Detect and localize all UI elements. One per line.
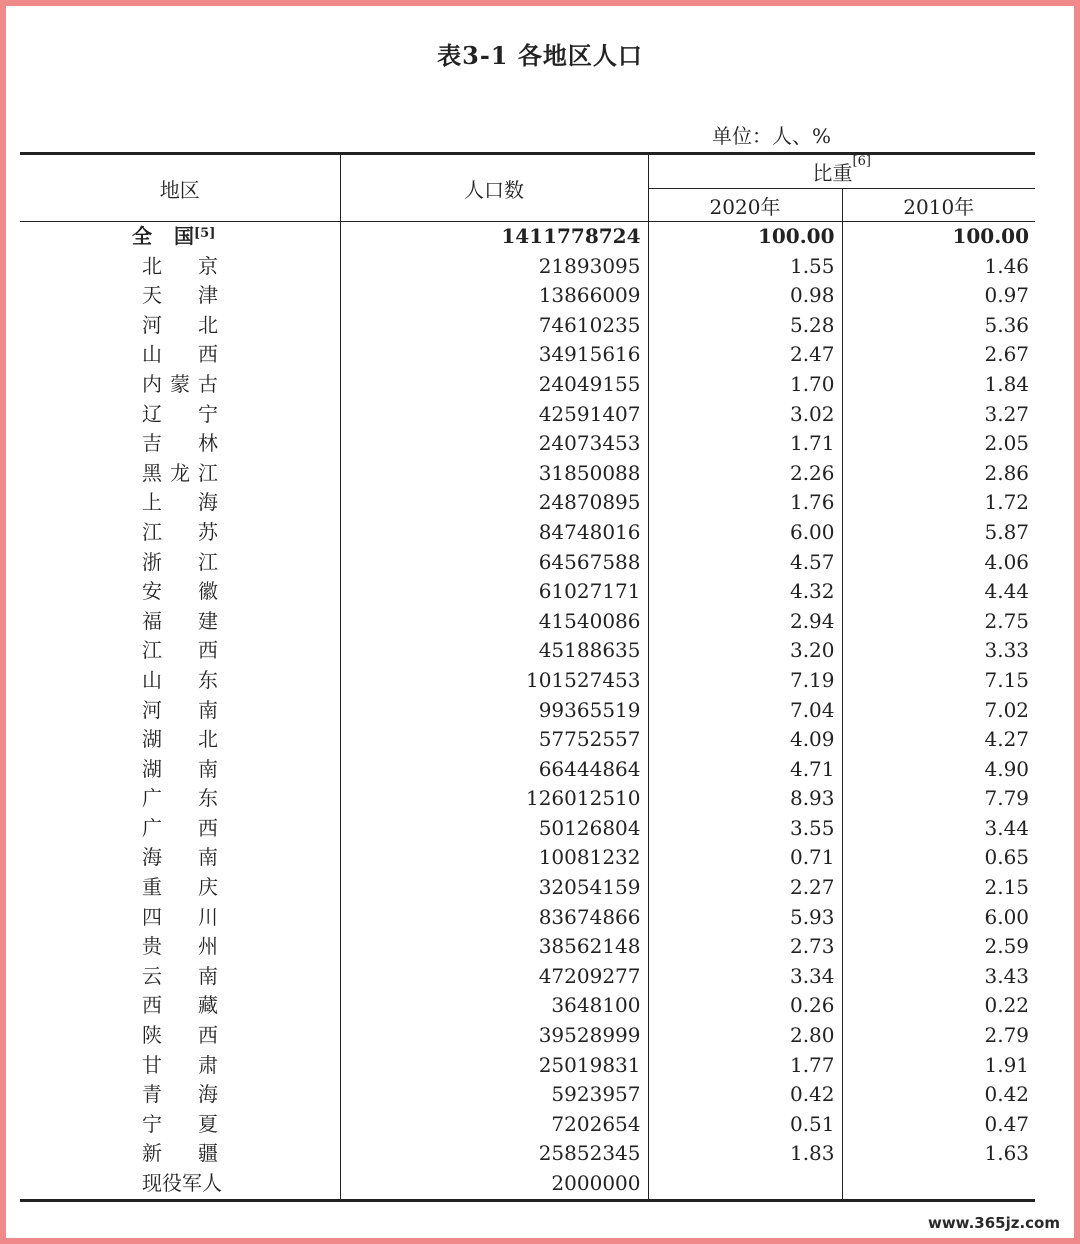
cell-region: [20, 1080, 340, 1110]
cell-population: 39528999: [340, 1021, 648, 1051]
table-row: [20, 252, 1035, 282]
table-row: [20, 932, 1035, 962]
table-row: [20, 1080, 1035, 1110]
cell-share-2010: 6.00: [984, 904, 1030, 929]
cell-share-2010: 3.44: [984, 815, 1030, 840]
region-name: 黑龙江: [142, 460, 218, 485]
cell-population: 3648100: [340, 991, 648, 1021]
cell-share-2020: 4.71: [648, 755, 842, 785]
table-row: [20, 696, 1035, 726]
cell-share-2010: 2.86: [984, 460, 1030, 485]
table-row: [20, 281, 1035, 311]
cell-population: 25852345: [340, 1139, 648, 1169]
cell-region: [20, 340, 340, 370]
region-name: 天津: [142, 283, 218, 308]
header-share-label: 比重: [812, 161, 853, 185]
cell-population: 42591407: [340, 400, 648, 430]
cell-region: [20, 755, 340, 785]
region-name: 浙江: [142, 549, 218, 574]
cell-population: 31850088: [340, 459, 648, 489]
region-name: 广东: [142, 786, 218, 811]
cell-share-2020: 1.83: [648, 1139, 842, 1169]
table-row: [20, 1021, 1035, 1051]
cell-region: [20, 1139, 340, 1169]
region-name: 湖南: [142, 756, 218, 781]
cell-share-2010: 1.91: [984, 1052, 1030, 1077]
table-row: [20, 607, 1035, 637]
region-name: 福建: [142, 608, 218, 633]
cell-share-2010: 4.06: [984, 549, 1030, 574]
cell-share-2020: 3.02: [648, 400, 842, 430]
region-name: 江苏: [142, 519, 218, 544]
cell-share-2020: 7.19: [648, 666, 842, 696]
cell-population: 50126804: [340, 814, 648, 844]
table-row: [20, 459, 1035, 489]
cell-share-2020: 1.77: [648, 1051, 842, 1081]
cell-share-2010: 3.43: [984, 963, 1030, 988]
cell-region: [20, 725, 340, 755]
cell-region: [20, 1051, 340, 1081]
cell-share-2010: 1.72: [984, 490, 1030, 515]
table-row: [20, 873, 1035, 903]
table-row: [20, 1051, 1035, 1081]
cell-population: 47209277: [340, 962, 648, 992]
cell-share-2020: 8.93: [648, 784, 842, 814]
cell-region: [20, 1169, 340, 1200]
cell-population: 74610235: [340, 311, 648, 341]
table-row: [20, 843, 1035, 873]
region-name: 云南: [142, 963, 218, 988]
cell-region: [20, 281, 340, 311]
cell-share-2010: 4.44: [984, 579, 1030, 604]
region-name: 辽宁: [142, 401, 218, 426]
cell-share-2020: 3.20: [648, 636, 842, 666]
header-region: 地区: [20, 154, 340, 222]
cell-region: [20, 873, 340, 903]
cell-population: 61027171: [340, 577, 648, 607]
cell-population: 126012510: [340, 784, 648, 814]
table-title: 表3-1 各地区人口: [437, 41, 643, 70]
cell-region: [20, 429, 340, 459]
region-name: 四川: [142, 904, 218, 929]
table-row: [20, 903, 1035, 933]
cell-share-2020: 1.71: [648, 429, 842, 459]
region-name: 北京: [142, 253, 218, 278]
cell-population: 32054159: [340, 873, 648, 903]
table-row-total: [20, 222, 1035, 252]
region-name: 陕西: [142, 1023, 218, 1048]
header-year-2010: 2010年: [842, 189, 1035, 222]
table-body: [20, 222, 1035, 1201]
cell-share-2020: 0.71: [648, 843, 842, 873]
cell-region: [20, 459, 340, 489]
cell-region: [20, 370, 340, 400]
region-note: [5]: [194, 226, 216, 241]
cell-region: [20, 903, 340, 933]
cell-region: [20, 518, 340, 548]
cell-population: 34915616: [340, 340, 648, 370]
unit-label: 单位：人、%: [712, 124, 832, 148]
table-header: [20, 154, 1035, 222]
table-row: [20, 725, 1035, 755]
table-row: [20, 488, 1035, 518]
cell-region: [20, 932, 340, 962]
cell-population: 64567588: [340, 548, 648, 578]
cell-share-2010: [842, 1169, 1035, 1200]
cell-share-2010: 0.42: [984, 1082, 1030, 1107]
cell-region: [20, 548, 340, 578]
region-name: 安徽: [142, 579, 218, 604]
cell-share-2020: 0.42: [648, 1080, 842, 1110]
cell-population: 7202654: [340, 1110, 648, 1140]
cell-share-2020: 4.57: [648, 548, 842, 578]
cell-region: [20, 843, 340, 873]
cell-share-2010: 1.63: [984, 1141, 1030, 1166]
watermark: www.365jz.com: [888, 1210, 1064, 1234]
cell-share-2020: 1.55: [648, 252, 842, 282]
table-row: [20, 518, 1035, 548]
cell-region: [20, 814, 340, 844]
cell-region: [20, 252, 340, 282]
table-row: [20, 340, 1035, 370]
cell-share-2020: 4.32: [648, 577, 842, 607]
cell-share-2010: 100.00: [952, 224, 1030, 248]
region-name: 河南: [142, 697, 218, 722]
cell-share-2010: 2.79: [984, 1023, 1030, 1048]
cell-population: 45188635: [340, 636, 648, 666]
cell-share-2010: 1.46: [984, 253, 1030, 278]
cell-population: 24870895: [340, 488, 648, 518]
region-name: 贵州: [142, 934, 218, 959]
cell-region: [20, 696, 340, 726]
table-row: [20, 1139, 1035, 1169]
cell-share-2010: 0.22: [984, 993, 1030, 1018]
cell-population: 24049155: [340, 370, 648, 400]
cell-share-2020: [648, 1169, 842, 1200]
cell-population: 41540086: [340, 607, 648, 637]
cell-share-2020: 4.09: [648, 725, 842, 755]
table-row: [20, 666, 1035, 696]
cell-region: [20, 607, 340, 637]
cell-population: 57752557: [340, 725, 648, 755]
cell-share-2010: 7.15: [984, 667, 1030, 692]
cell-share-2020: 0.51: [648, 1110, 842, 1140]
table-row: [20, 548, 1035, 578]
cell-population: 2000000: [340, 1169, 648, 1200]
header-share-note: [6]: [852, 154, 871, 169]
region-name: 西藏: [142, 993, 218, 1018]
cell-region: [20, 400, 340, 430]
cell-region: [20, 636, 340, 666]
cell-share-2010: 0.65: [984, 845, 1030, 870]
cell-share-2020: 2.94: [648, 607, 842, 637]
region-name: 山西: [142, 342, 218, 367]
region-name: 海南: [142, 845, 218, 870]
table-row: [20, 1110, 1035, 1140]
header-year-2020: 2020年: [648, 189, 842, 222]
cell-share-2020: 1.76: [648, 488, 842, 518]
cell-share-2010: 5.36: [984, 312, 1030, 337]
table-row: [20, 991, 1035, 1021]
table-row: [20, 784, 1035, 814]
cell-population: 13866009: [340, 281, 648, 311]
table-row: [20, 636, 1035, 666]
cell-population: 99365519: [340, 696, 648, 726]
cell-share-2010: 3.27: [984, 401, 1030, 426]
cell-share-2010: 3.33: [984, 638, 1030, 663]
cell-share-2020: 3.34: [648, 962, 842, 992]
cell-share-2010: 1.84: [984, 371, 1030, 396]
region-name: 重庆: [142, 875, 218, 900]
cell-population: 101527453: [340, 666, 648, 696]
cell-share-2020: 100.00: [648, 222, 842, 252]
cell-region: [20, 991, 340, 1021]
region-name: 现役军人: [142, 1171, 222, 1195]
region-name: 山东: [142, 667, 218, 692]
cell-share-2020: 2.27: [648, 873, 842, 903]
cell-share-2020: 3.55: [648, 814, 842, 844]
cell-share-2010: 5.87: [984, 519, 1030, 544]
cell-share-2010: 0.97: [984, 283, 1030, 308]
table-row: [20, 400, 1035, 430]
table-row: [20, 311, 1035, 341]
cell-region: [20, 784, 340, 814]
region-name: 宁夏: [142, 1111, 218, 1136]
document-page: [6, 6, 1074, 1238]
cell-population: 83674866: [340, 903, 648, 933]
region-name: 吉林: [142, 431, 218, 456]
cell-region: [20, 1021, 340, 1051]
region-name: 甘肃: [142, 1052, 218, 1077]
cell-share-2020: 5.28: [648, 311, 842, 341]
cell-population: 84748016: [340, 518, 648, 548]
cell-share-2010: 2.75: [984, 608, 1030, 633]
cell-region: [20, 666, 340, 696]
cell-population: 21893095: [340, 252, 648, 282]
cell-share-2010: 2.59: [984, 934, 1030, 959]
cell-share-2010: 7.79: [984, 786, 1030, 811]
cell-population: 38562148: [340, 932, 648, 962]
cell-share-2010: 0.47: [984, 1111, 1030, 1136]
cell-population: 24073453: [340, 429, 648, 459]
cell-share-2020: 2.47: [648, 340, 842, 370]
table-row: [20, 962, 1035, 992]
cell-region: [20, 311, 340, 341]
cell-share-2010: 2.67: [984, 342, 1030, 367]
cell-share-2020: 1.70: [648, 370, 842, 400]
cell-region: [20, 488, 340, 518]
region-name: 湖北: [142, 727, 218, 752]
cell-share-2020: 0.98: [648, 281, 842, 311]
cell-region: [20, 962, 340, 992]
region-name: 新疆: [142, 1141, 218, 1166]
header-share: [648, 154, 1035, 189]
cell-population: 1411778724: [340, 222, 648, 252]
table-row: [20, 1169, 1035, 1200]
cell-share-2020: 6.00: [648, 518, 842, 548]
population-table: [20, 152, 1035, 1202]
cell-region: [20, 577, 340, 607]
table-row: [20, 370, 1035, 400]
cell-share-2010: 4.90: [984, 756, 1030, 781]
cell-share-2010: 2.05: [984, 431, 1030, 456]
region-name: 江西: [142, 638, 218, 663]
cell-population: 5923957: [340, 1080, 648, 1110]
cell-share-2010: 2.15: [984, 875, 1030, 900]
table-row: [20, 814, 1035, 844]
cell-region: [20, 1110, 340, 1140]
cell-share-2020: 2.26: [648, 459, 842, 489]
table-row: [20, 429, 1035, 459]
cell-population: 25019831: [340, 1051, 648, 1081]
region-name: 内蒙古: [142, 371, 218, 396]
table-row: [20, 577, 1035, 607]
region-name: 全 国: [132, 224, 194, 248]
cell-share-2020: 0.26: [648, 991, 842, 1021]
table-row: [20, 755, 1035, 785]
cell-region: [20, 222, 340, 252]
region-name: 青海: [142, 1082, 218, 1107]
header-population: 人口数: [340, 154, 648, 222]
region-name: 广西: [142, 815, 218, 840]
cell-share-2020: 7.04: [648, 696, 842, 726]
cell-share-2020: 2.80: [648, 1021, 842, 1051]
cell-share-2020: 2.73: [648, 932, 842, 962]
region-name: 河北: [142, 312, 218, 337]
cell-population: 10081232: [340, 843, 648, 873]
region-name: 上海: [142, 490, 218, 515]
cell-share-2010: 4.27: [984, 727, 1030, 752]
cell-share-2010: 7.02: [984, 697, 1030, 722]
cell-share-2020: 5.93: [648, 903, 842, 933]
cell-population: 66444864: [340, 755, 648, 785]
